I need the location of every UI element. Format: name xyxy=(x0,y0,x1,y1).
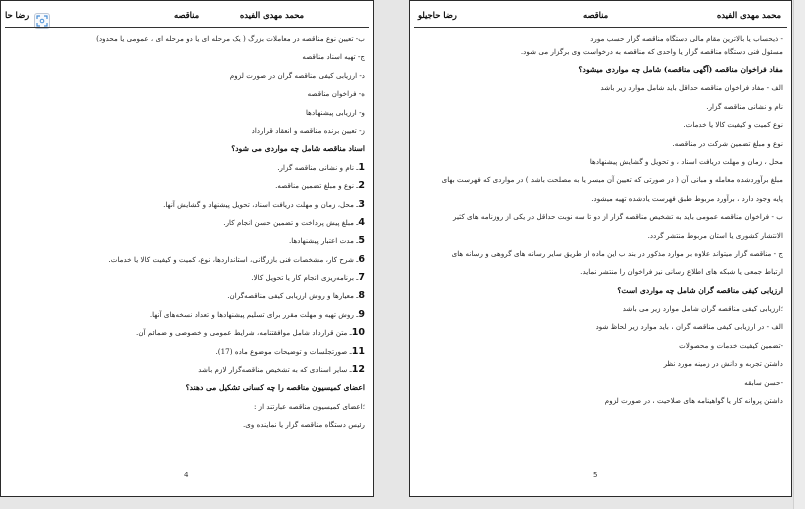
text-line xyxy=(418,139,783,148)
text-line xyxy=(418,34,783,43)
line-text: الف - در ارزیابی کیفی مناقصه گران ، باید موارد زیر لحاظ شود xyxy=(595,322,783,332)
item-number: 12 xyxy=(351,365,365,375)
text-line xyxy=(418,194,783,203)
text-line xyxy=(9,273,365,282)
text-line xyxy=(9,71,365,80)
line-text: ز- تعیین برنده مناقصه و انعقاد قرارداد xyxy=(251,125,365,135)
text-line xyxy=(9,236,365,245)
page-header xyxy=(410,10,791,26)
text-line xyxy=(418,47,783,56)
line-text: داشتن تجربه و دانش در زمینه مورد نظر xyxy=(663,359,783,369)
text-line xyxy=(418,102,783,111)
line-text: ـ نوع و مبلغ تضمین مناقصه. xyxy=(275,181,359,191)
line-text: ارتباط جمعی یا شبکه های اطلاع رسانی نیز فراخوان را منتشر نماید. xyxy=(580,267,783,277)
line-text: ه- فراخوان مناقصه xyxy=(307,89,365,99)
line-text: اعضای کمیسیون مناقصه را چه کسانی تشکیل می دهند؟ xyxy=(185,383,365,393)
line-text: - ذیحساب یا بالاترین مقام مالی دستگاه مناقصه گزار حسب مورد xyxy=(590,34,783,43)
text-line xyxy=(9,126,365,135)
document-page-5 xyxy=(409,0,792,497)
viewer-scrollbar[interactable] xyxy=(793,0,805,509)
header-title: مناقصه xyxy=(583,10,609,20)
header-title: مناقصه xyxy=(174,10,200,20)
item-number: 1 xyxy=(358,162,365,172)
text-line xyxy=(9,328,365,337)
text-line xyxy=(418,359,783,368)
line-text: نام و نشانی مناقصه گزار. xyxy=(706,101,783,111)
line-text: مبلغ برآوردشده معامله و مبانی آن ( در صورتی که تعیین آن میسر یا به مصلحت باشد ) در مواردی که فهرست بهای xyxy=(441,175,783,185)
item-number: 3 xyxy=(358,199,365,209)
text-line xyxy=(9,291,365,300)
header-author: محمد مهدی الفیده xyxy=(239,10,304,20)
page-number: 5 xyxy=(593,471,598,479)
line-text: ؛ارزیابی کیفی مناقصه گران شامل موارد زیر می باشد xyxy=(622,304,783,314)
text-line xyxy=(9,34,365,43)
text-line xyxy=(418,378,783,387)
page-body xyxy=(9,34,365,439)
text-line xyxy=(9,200,365,209)
item-number: 5 xyxy=(358,236,365,246)
item-number: 9 xyxy=(358,309,365,319)
line-text: ـ سایر اسنادی که به تشخیص مناقصه‌گزار لازم باشد xyxy=(198,365,352,375)
text-line xyxy=(9,347,365,356)
text-line xyxy=(418,267,783,276)
text-line xyxy=(418,322,783,331)
line-text: نوع و مبلغ تضمین شرکت در مناقصه. xyxy=(672,138,783,148)
text-line xyxy=(9,52,365,61)
line-text: الف - مفاد فراخوان مناقصه حداقل باید شامل موارد زیر باشد xyxy=(600,83,783,93)
text-line xyxy=(418,249,783,258)
item-number: 8 xyxy=(358,291,365,301)
item-number: 10 xyxy=(351,328,365,338)
line-text: ج- تهیه اسناد مناقصه xyxy=(302,52,365,62)
section-heading xyxy=(418,65,783,74)
text-line xyxy=(9,108,365,117)
item-number: 7 xyxy=(358,273,365,283)
text-line xyxy=(418,157,783,166)
text-line xyxy=(418,120,783,129)
text-line xyxy=(9,181,365,190)
line-text: ـ مبلغ پیش پرداخت و تضمین حسن انجام کار. xyxy=(223,217,359,227)
line-text: د- ارزیابی کیفی مناقصه گران در صورت لزوم xyxy=(229,70,365,80)
line-text: و- ارزیابی پیشنهادها xyxy=(305,107,365,117)
line-text: ـ معیارها و روش ارزیابی کیفی مناقصه‌گران. xyxy=(227,291,359,301)
line-text: مسئول فنی دستگاه مناقصه گزار یا واحدی که مناقصه به درخواست وی برگزار می شود. xyxy=(520,46,783,56)
line-text: رئیس دستگاه مناقصه گزار یا نماینده وی. xyxy=(242,420,365,430)
text-line xyxy=(418,231,783,240)
header-coauthor: رضا حا xyxy=(5,10,30,20)
page-header xyxy=(1,10,373,26)
text-line xyxy=(418,396,783,405)
line-text: داشتن پروانه کار یا گواهینامه های صلاحیت ، در صورت لزوم xyxy=(604,396,783,406)
line-text: ب - فراخوان مناقصه عمومی باید به تشخیص مناقصه گزار از دو تا سه نوبت حداقل در یکی از روزنامه های کثیر xyxy=(453,212,783,222)
text-line xyxy=(9,163,365,172)
line-text: ؛اعضای کمیسیون مناقصه عبارتند از : xyxy=(253,401,365,411)
text-line xyxy=(9,402,365,411)
header-divider xyxy=(5,27,369,28)
line-text: ـ شرح کار، مشخصات فنی بازرگانی، استانداردها، نوع، کمیت و کیفیت کالا یا خدمات. xyxy=(108,254,359,264)
item-number: 2 xyxy=(358,181,365,191)
line-text: ـ برنامه‌ریزی انجام کار یا تحویل کالا. xyxy=(251,273,359,283)
text-line xyxy=(9,218,365,227)
text-line xyxy=(418,212,783,221)
line-text: ـ نام و نشانی مناقصه گزار. xyxy=(277,162,359,172)
line-text: -تضمین کیفیت خدمات و محصولات xyxy=(679,340,783,350)
line-text: ارزیابی کیفی مناقصه گران شامل چه مواردی است؟ xyxy=(617,285,783,295)
line-text: ـ محل، زمان و مهلت دریافت اسناد، تحویل پیشنهاد و گشایش آنها. xyxy=(163,199,359,209)
line-text: محل ، زمان و مهلت دریافت اسناد ، و تحویل و گشایش پیشنهادها xyxy=(589,156,783,166)
text-line xyxy=(418,83,783,92)
text-line xyxy=(418,341,783,350)
text-line xyxy=(9,365,365,374)
line-text: ج - مناقصه گزار میتواند علاوه بر موارد مذکور در بند ب این ماده از طریق سایر رسانه های گروهی و رسانه های xyxy=(451,248,783,258)
text-line xyxy=(9,420,365,429)
line-text: نوع کمیت و کیفیت کالا یا خدمات. xyxy=(683,120,783,130)
item-number: 6 xyxy=(358,254,365,264)
page-number: 4 xyxy=(184,471,189,479)
text-line xyxy=(9,255,365,264)
text-line xyxy=(418,304,783,313)
text-line xyxy=(9,310,365,319)
line-text: اسناد مناقصه شامل چه مواردی می شود؟ xyxy=(231,144,365,154)
line-text: پایه وجود دارد ، برآورد مربوط طبق فهرست یادشده تهیه میشود. xyxy=(591,193,783,203)
text-line xyxy=(9,89,365,98)
line-text: الانتشار کشوری یا استان مربوط منتشر گردد. xyxy=(647,230,783,240)
page-body xyxy=(418,34,783,414)
item-number: 11 xyxy=(351,346,365,356)
line-text: ب- تعیین نوع مناقصه در معاملات بزرگ ( یک مرحله ای یا دو مرحله ای ، عمومی یا محدود) xyxy=(96,34,365,43)
line-text: ـ صورتجلسات و توضیحات موضوع ماده (17). xyxy=(215,346,352,356)
line-text: ـ مدت اعتبار پیشنهادها. xyxy=(289,236,359,246)
section-heading xyxy=(418,286,783,295)
section-heading xyxy=(9,383,365,392)
line-text: ـ روش تهیه و مهلت مقرر برای تسلیم پیشنهادها و تعداد نسخه‌های آنها. xyxy=(149,309,359,319)
header-coauthor: رضا حاجیلو xyxy=(418,10,457,20)
text-line xyxy=(418,175,783,184)
item-number: 4 xyxy=(358,217,365,227)
document-page-4 xyxy=(0,0,374,497)
line-text: -حسن سابقه xyxy=(744,377,783,387)
section-heading xyxy=(9,144,365,153)
line-text: مفاد فراخوان مناقصه (آگهی مناقصه) شامل چه مواردی میشود؟ xyxy=(578,64,783,74)
header-divider xyxy=(414,27,787,28)
header-author: محمد مهدی الفیده xyxy=(716,10,781,20)
line-text: ـ متن قرارداد شامل موافقتنامه، شرایط عمومی و خصوصی و ضمائم آن. xyxy=(136,328,352,338)
